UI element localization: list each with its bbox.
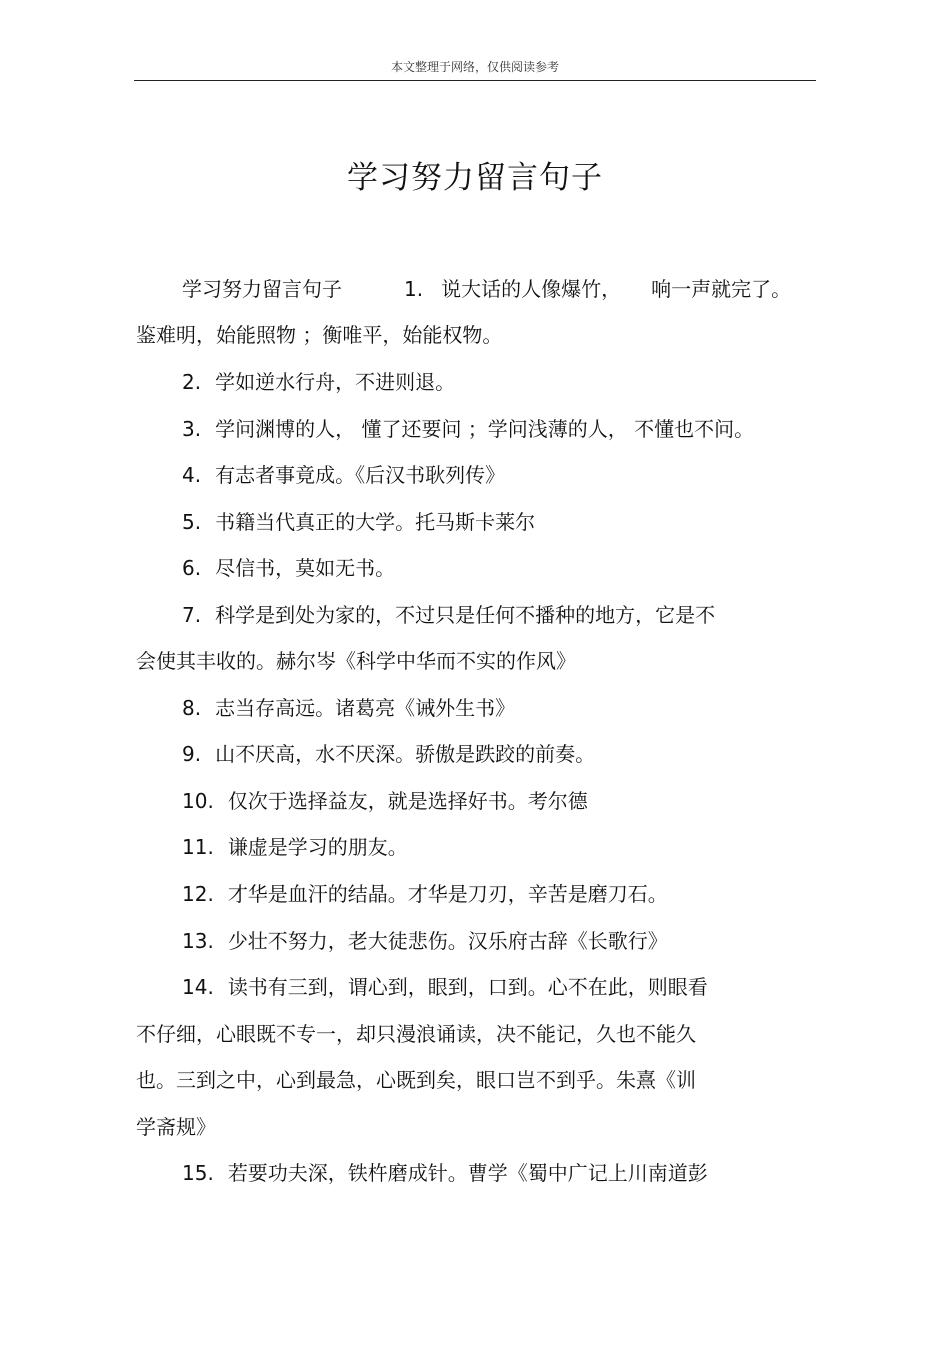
list-item bbox=[182, 834, 408, 860]
item-number: 11. bbox=[182, 835, 214, 859]
item-text: 山不厌高，水不厌深。骄傲是跌跤的前奏。 bbox=[215, 742, 596, 766]
item-number: 12. bbox=[182, 882, 214, 906]
intro-part2: 响一声就完了。 bbox=[651, 277, 792, 301]
item-number: 13. bbox=[182, 929, 214, 953]
item-text: 读书有三到，谓心到，眼到，口到。心不在此，则眼看 bbox=[227, 975, 708, 999]
item-text: 学问渊博的人， 懂了还要问 ；学问浅薄的人， 不懂也不问。 bbox=[215, 417, 755, 441]
item-number: 4. bbox=[182, 463, 202, 487]
item-number: 15. bbox=[182, 1161, 214, 1185]
header-rule bbox=[134, 80, 816, 81]
item-text: 学如逆水行舟，不进则退。 bbox=[215, 370, 456, 394]
item-text: 若要功夫深，铁杵磨成针。曹学《蜀中广记上川南道彭 bbox=[227, 1161, 708, 1185]
list-item bbox=[182, 788, 588, 814]
list-item bbox=[182, 462, 505, 488]
list-item bbox=[182, 369, 455, 395]
list-item bbox=[182, 416, 754, 442]
intro-line bbox=[182, 276, 791, 302]
document-title: 学习努力留言句子 bbox=[347, 160, 603, 196]
list-item bbox=[182, 881, 668, 907]
list-item bbox=[182, 509, 535, 535]
list-item bbox=[182, 741, 595, 767]
item-text: 有志者事竟成。《后汉书耿列传》 bbox=[215, 463, 506, 487]
list-item-continuation: 也。三到之中，心到最急，心既到矣，眼口岂不到乎。朱熹《训 bbox=[136, 1068, 696, 1092]
item-number: 5. bbox=[182, 510, 202, 534]
item-text: 书籍当代真正的大学。托马斯卡莱尔 bbox=[215, 510, 536, 534]
item-text: 才华是血汗的结晶。才华是刀刃，辛苦是磨刀石。 bbox=[227, 882, 668, 906]
item-text: 少壮不努力，老大徒悲伤。汉乐府古辞《长歌行》 bbox=[227, 929, 668, 953]
item-number: 8. bbox=[182, 696, 202, 720]
intro-label: 学习努力留言句子 bbox=[182, 277, 342, 301]
page-header: 本文整理于网络，仅供阅读参考 bbox=[390, 60, 559, 74]
list-item bbox=[182, 555, 395, 581]
intro-part1: 说大话的人像爆竹， bbox=[441, 277, 622, 301]
item-text: 科学是到处为家的，不过只是任何不播种的地方，它是不 bbox=[215, 603, 716, 627]
item-number: 9. bbox=[182, 742, 202, 766]
list-item bbox=[182, 695, 515, 721]
list-item-continuation: 学斋规》 bbox=[136, 1115, 216, 1139]
list-item-continuation: 会使其丰收的。赫尔岑《科学中华而不实的作风》 bbox=[136, 649, 576, 673]
item-text: 尽信书，莫如无书。 bbox=[215, 556, 396, 580]
item-text: 志当存高远。诸葛亮《诫外生书》 bbox=[215, 696, 516, 720]
item-number: 7. bbox=[182, 603, 202, 627]
item-number: 3. bbox=[182, 417, 202, 441]
item-number: 14. bbox=[182, 975, 214, 999]
item-text: 仅次于选择益友，就是选择好书。考尔德 bbox=[227, 789, 588, 813]
list-item-continuation: 不仔细，心眼既不专一，却只漫浪诵读，决不能记，久也不能久 bbox=[136, 1022, 696, 1046]
item-number: 2. bbox=[182, 370, 202, 394]
list-item bbox=[182, 602, 715, 628]
intro-line-2: 鉴难明，始能照物 ；衡唯平，始能权物。 bbox=[136, 323, 503, 347]
list-item bbox=[182, 1160, 708, 1186]
list-item bbox=[182, 974, 708, 1000]
item-number: 6. bbox=[182, 556, 202, 580]
list-item bbox=[182, 928, 668, 954]
intro-number: 1. bbox=[404, 277, 424, 301]
item-text: 谦虚是学习的朋友。 bbox=[227, 835, 408, 859]
item-number: 10. bbox=[182, 789, 214, 813]
